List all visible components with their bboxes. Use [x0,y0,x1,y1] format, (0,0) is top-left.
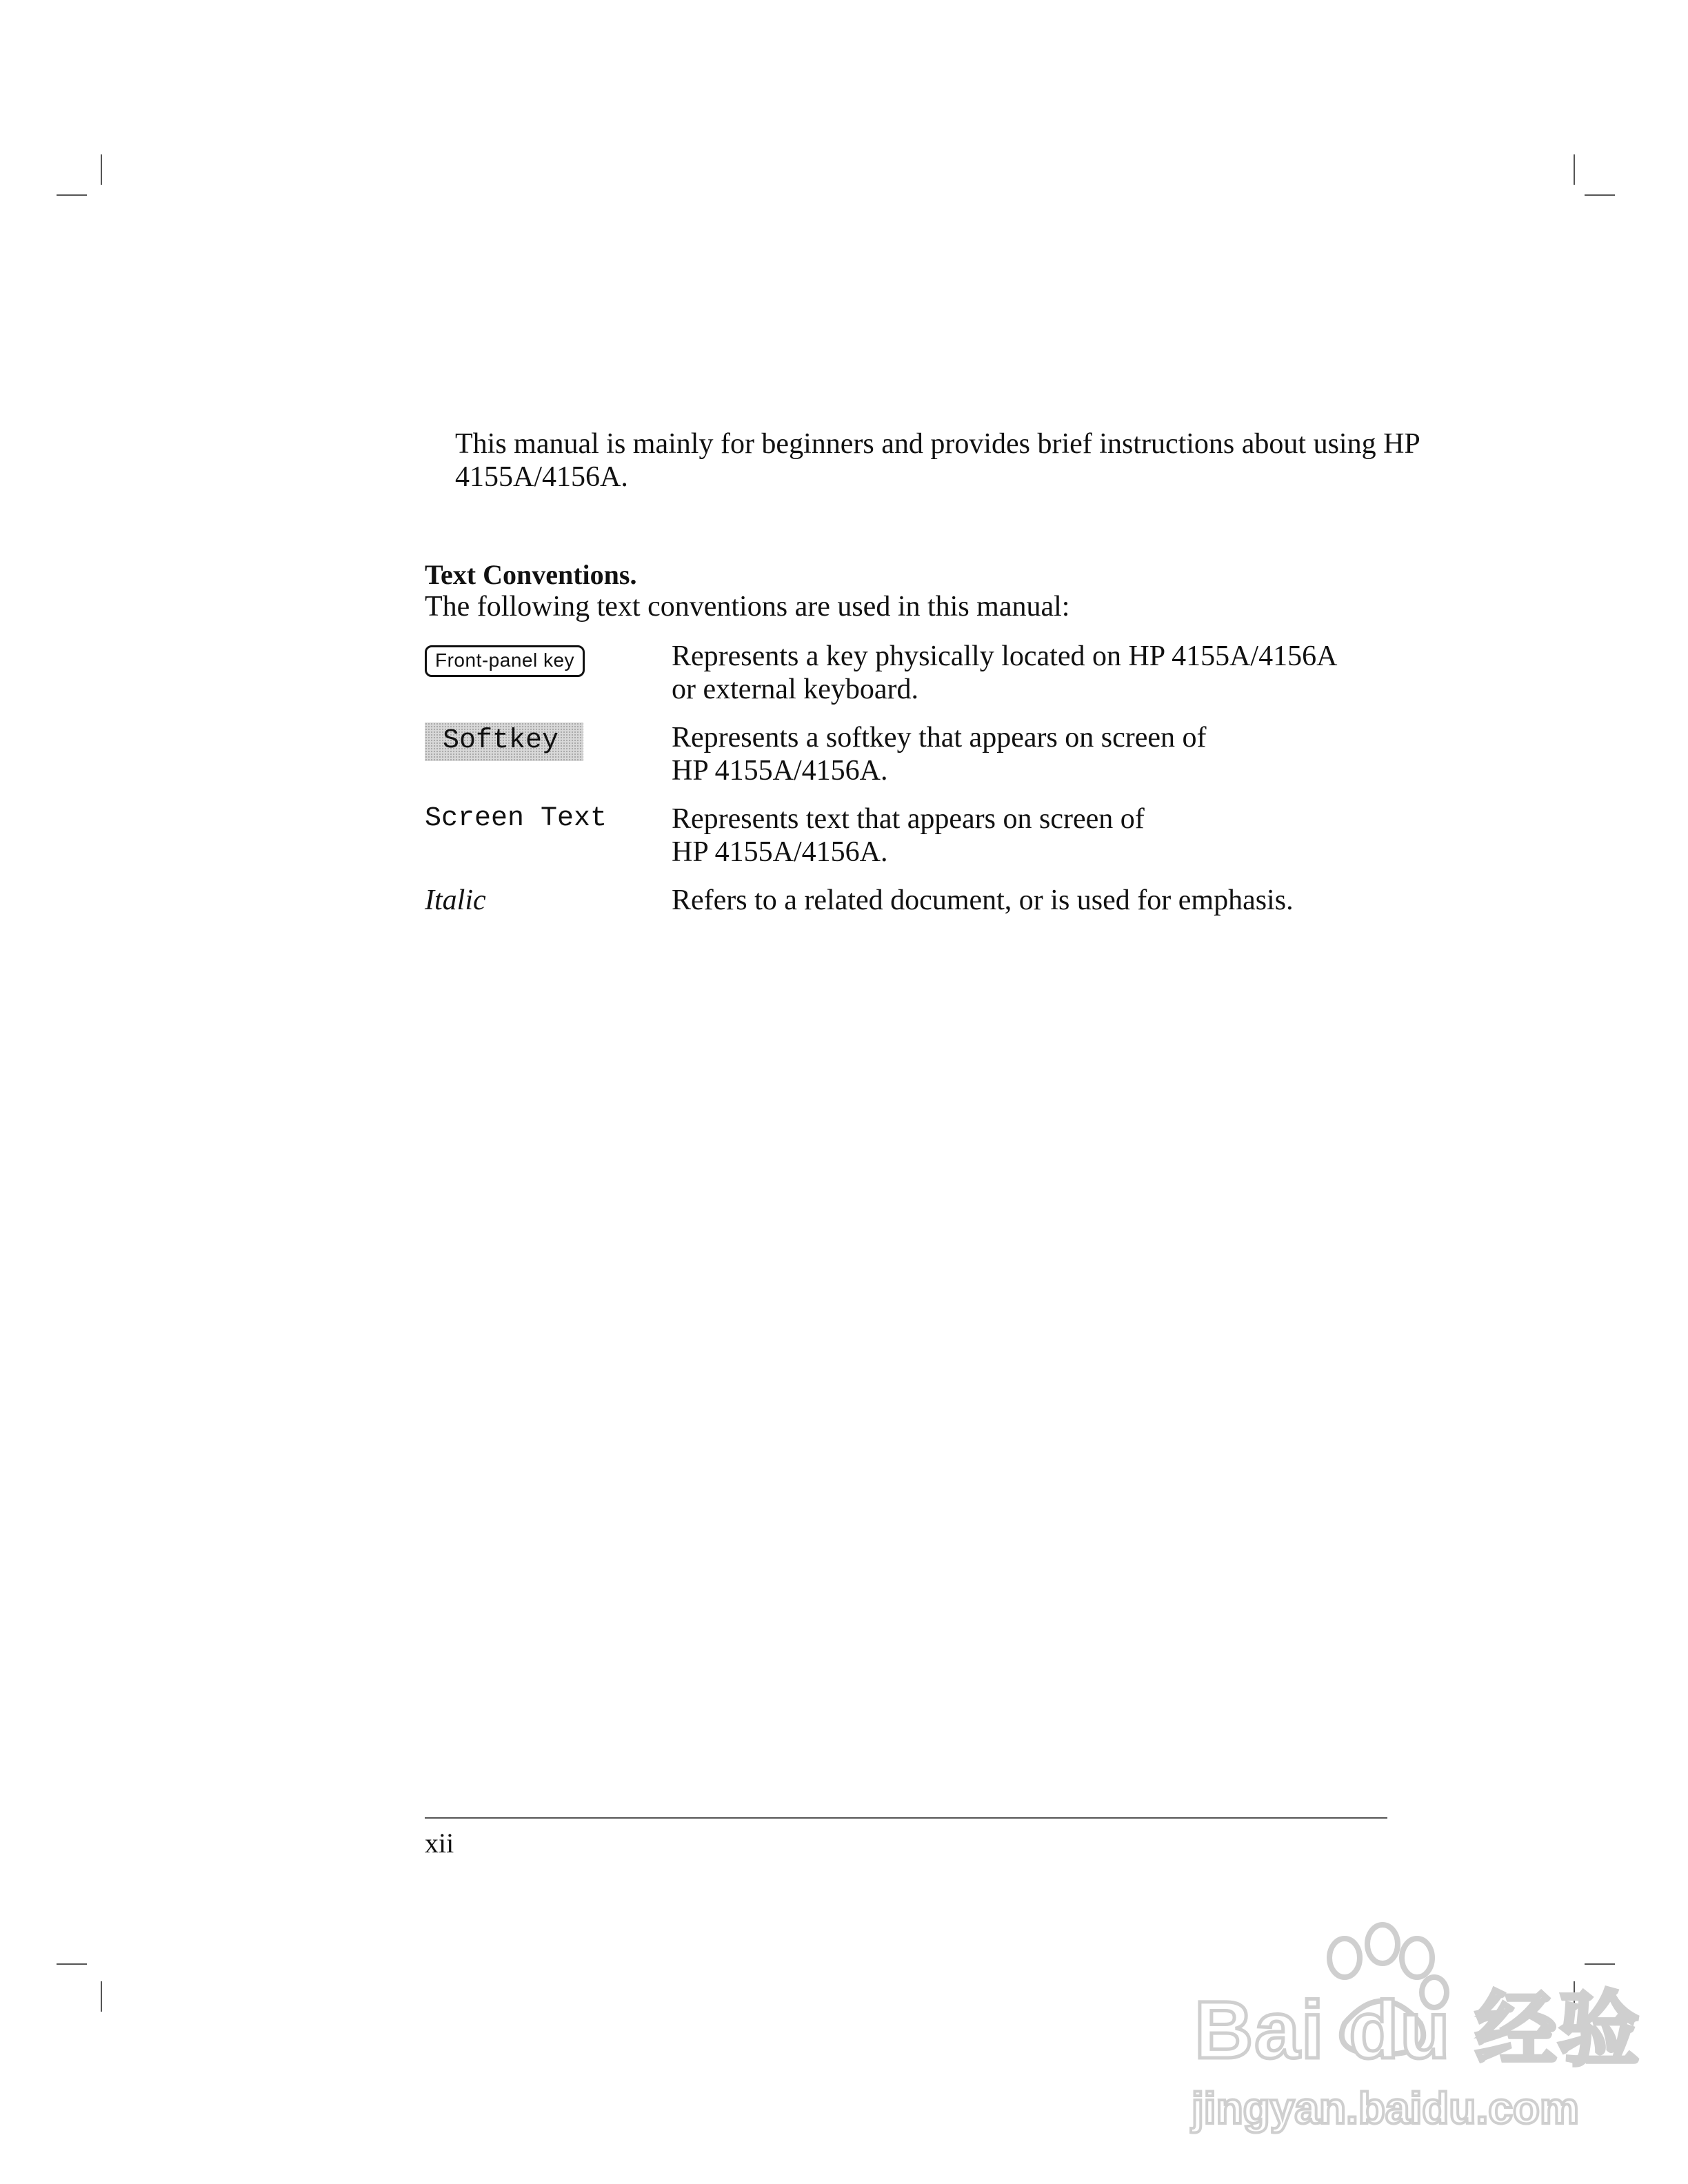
italic-sample: Italic [425,884,486,916]
section-lead: The following text conventions are used in this manual: [425,591,1070,623]
convention-description [672,640,1403,706]
crop-mark-top-left-v [101,154,102,185]
description-line: or external keyboard. [672,674,919,705]
crop-mark-bottom-right-h [1585,1963,1615,1965]
convention-term [425,802,659,836]
description-line: Represents text that appears on screen of [672,803,1145,835]
convention-description [672,721,1403,787]
page-number: xii [425,1828,454,1859]
watermark-brand: Bai du 经验 [1194,1985,1641,2076]
convention-description [672,802,1403,869]
baidu-watermark [1186,1910,1641,2137]
crop-mark-bottom-left-h [57,1963,87,1965]
description-line: HP 4155A/4156A. [672,755,888,787]
front-panel-key-sample: Front-panel key [425,645,585,677]
screen-text-sample: Screen Text [425,803,607,834]
intro-paragraph: This manual is mainly for beginners and provides brief instructions about using HP 4155A/4156A. [455,428,1420,493]
crop-mark-bottom-left-v [101,1981,102,2012]
watermark-url: jingyan.baidu.com [1192,2083,1579,2133]
convention-description [672,884,1403,917]
description-line: Represents a softkey that appears on screen of [672,722,1207,754]
softkey-sample: Softkey [425,722,583,761]
description-line: HP 4155A/4156A. [672,836,888,868]
crop-mark-top-left-h [57,194,87,196]
crop-mark-top-right-h [1585,194,1615,196]
description-line: Represents a key physically located on HP 4155A/4156A [672,640,1338,672]
convention-term [425,884,659,917]
convention-term [425,721,659,761]
crop-mark-top-right-v [1574,154,1575,185]
section-title: Text Conventions. [425,559,637,590]
description-line: Refers to a related document, or is used for emphasis. [672,884,1294,916]
footer-rule [425,1817,1387,1819]
convention-term [425,640,659,677]
